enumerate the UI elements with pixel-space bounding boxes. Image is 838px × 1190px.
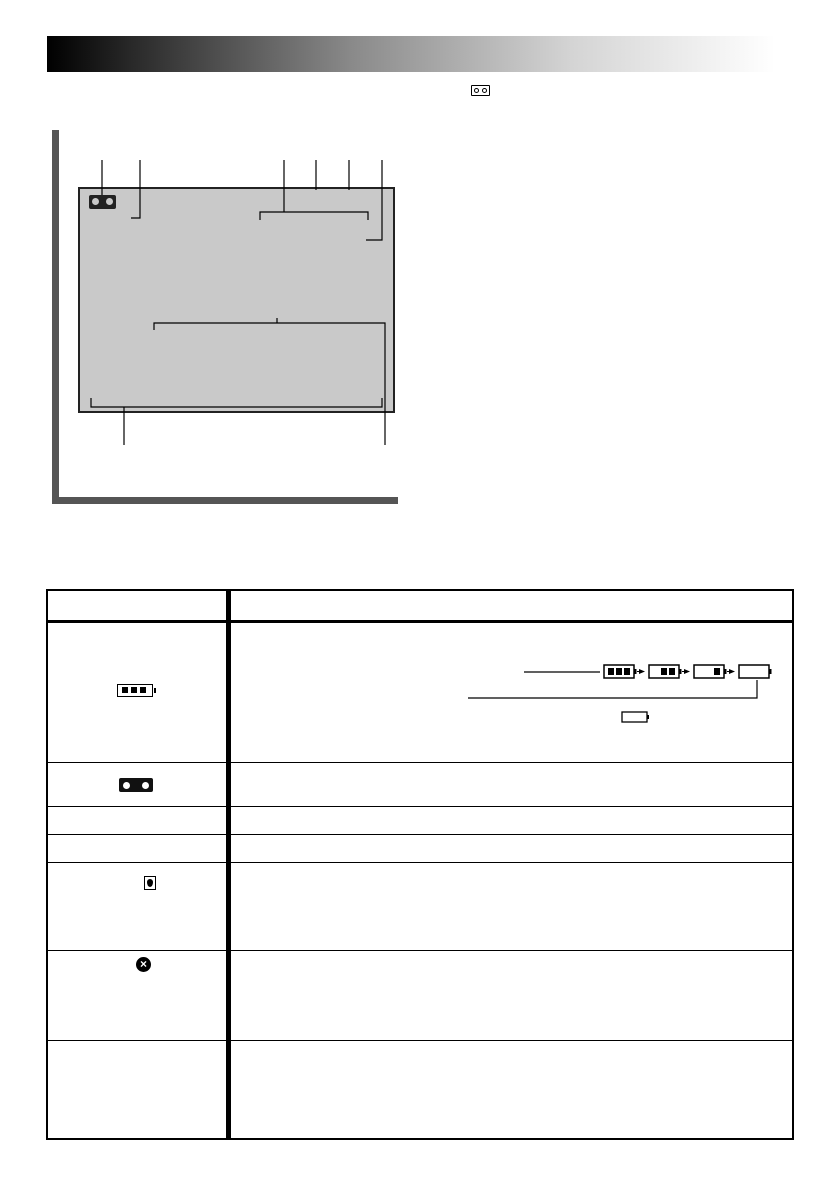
battery-icon [117, 684, 155, 698]
bracket-middle [154, 323, 385, 445]
battery-full-icon [604, 665, 637, 678]
battery-empty-small-icon [622, 712, 649, 722]
diagram-callouts [0, 0, 838, 560]
bracket-bottom [91, 398, 382, 407]
callout-line-6 [366, 160, 382, 240]
table-row-rule [48, 806, 792, 807]
table-row-rule [48, 950, 792, 951]
battery-empty-icon [739, 665, 772, 678]
warning-x-icon: × [136, 957, 151, 972]
battery-two-thirds-icon [649, 665, 682, 678]
bracket-3 [260, 212, 368, 220]
drop-icon [144, 876, 156, 890]
callout-line-2 [131, 160, 140, 218]
battery-level-sequence [460, 660, 780, 730]
table-row-rule [48, 862, 792, 863]
table-column-divider [226, 590, 231, 1139]
table-row-rule [48, 762, 792, 763]
table-row-rule [48, 834, 792, 835]
cassette-icon [119, 778, 153, 792]
battery-one-third-icon [694, 665, 727, 678]
table-row-rule [48, 1040, 792, 1041]
table-header-rule [48, 620, 792, 623]
